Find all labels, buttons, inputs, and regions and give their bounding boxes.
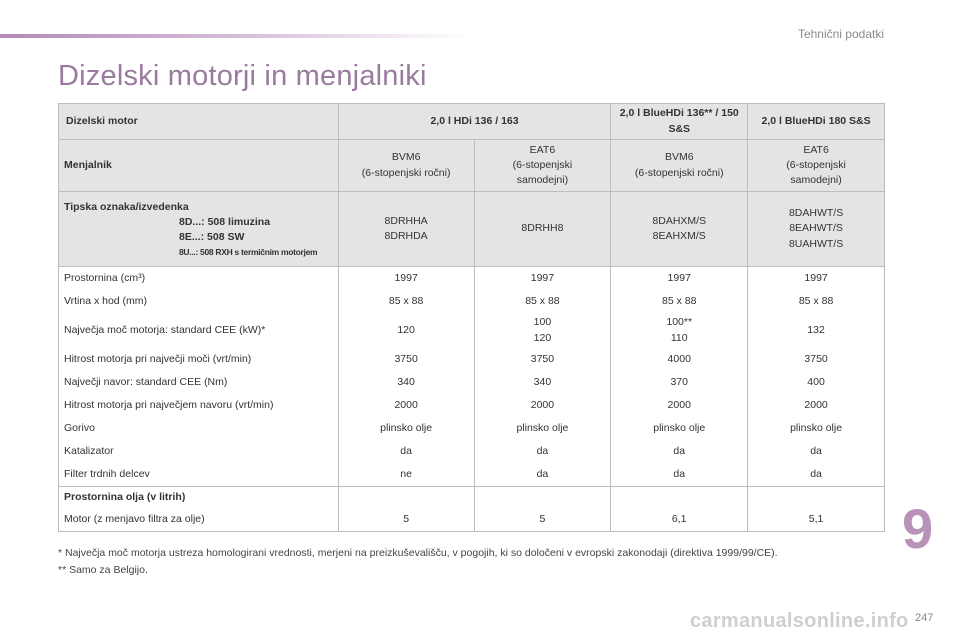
oil-row [59,509,885,532]
engine-bluehdi-136: 2,0 l BlueHDi 136** / 150 S&S [611,104,748,140]
table-row [59,394,885,417]
row-label: Prostornina (cm³) [59,267,339,291]
oil-value: 5,1 [748,509,885,532]
watermark: carmanualsonline.info [690,610,909,632]
table-cell: ne [338,463,474,487]
engine-bluehdi-180: 2,0 l BlueHDi 180 S&S [748,104,885,140]
table-cell: 340 [338,371,474,394]
table-cell: da [748,463,885,487]
row-label: Vrtina x hod (mm) [59,290,339,313]
gearbox-label: Menjalnik [59,140,339,192]
table-cell: 400 [748,371,885,394]
table-cell: 370 [611,371,748,394]
page-title: Dizelski motorji in menjalniki [58,60,427,92]
row-label: Filter trdnih delcev [59,463,339,487]
table-cell: 85 x 88 [748,290,885,313]
type-code-cell: 8DAHWT/S 8EAHWT/S 8UAHWT/S [748,192,885,267]
type-code-cell: 8DAHXM/S 8EAHXM/S [611,192,748,267]
table-cell: 2000 [748,394,885,417]
table-cell: 85 x 88 [611,290,748,313]
type-label: Tipska oznaka/izvedenka [64,201,189,214]
header-accent-bar [0,34,470,38]
table-cell: 2000 [474,394,611,417]
row-label: Gorivo [59,417,339,440]
oil-header-row [59,487,885,510]
oil-value: 6,1 [611,509,748,532]
table-cell: 2000 [611,394,748,417]
table-row [59,440,885,463]
gearbox-cell: EAT6 (6-stopenjski samodejni) [748,140,885,192]
table-cell: 4000 [611,348,748,371]
section-title: Tehnični podatki [797,27,884,41]
table-row [59,267,885,291]
table-row [59,371,885,394]
engine-hdi: 2,0 l HDi 136 / 163 [338,104,611,140]
row-label: Katalizator [59,440,339,463]
type-label-cell [59,192,339,267]
table-cell: plinsko olje [748,417,885,440]
footnote-2: ** Samo za Belgijo. [58,564,148,576]
table-cell: 340 [474,371,611,394]
type-code-cell: 8DRHH8 [474,192,611,267]
table-cell: plinsko olje [611,417,748,440]
oil-label: Prostornina olja (v litrih) [59,487,339,510]
page-number: 247 [915,612,934,624]
table-cell: da [338,440,474,463]
type-variant-sw: 8E...: 508 SW [179,231,245,244]
oil-value: 5 [474,509,611,532]
table-cell: 100** 110 [611,313,748,348]
type-variant-limousine: 8D...: 508 limuzina [179,216,271,229]
row-label: Hitrost motorja pri največji moči (vrt/min) [59,348,339,371]
table-cell: 1997 [611,267,748,291]
table-cell: plinsko olje [338,417,474,440]
table-cell: da [611,440,748,463]
table-cell: da [474,440,611,463]
oil-row-label: Motor (z menjavo filtra za olje) [59,509,339,532]
chapter-number: 9 [902,497,934,560]
engine-spec-table [58,103,885,532]
engine-label: Dizelski motor [59,104,339,140]
gearbox-row [59,140,885,192]
table-cell: plinsko olje [474,417,611,440]
type-row [59,192,885,267]
table-cell: 85 x 88 [474,290,611,313]
table-row [59,348,885,371]
table-cell: 3750 [748,348,885,371]
table-cell: da [748,440,885,463]
table-cell: 1997 [748,267,885,291]
table-cell: 1997 [338,267,474,291]
table-cell: 3750 [338,348,474,371]
row-label: Največji navor: standard CEE (Nm) [59,371,339,394]
table-cell: 3750 [474,348,611,371]
table-cell: 132 [748,313,885,348]
gearbox-cell: BVM6 (6-stopenjski ročni) [338,140,474,192]
footnotes [58,545,778,579]
table-cell: 100 120 [474,313,611,348]
engine-header-row [59,104,885,140]
table-row [59,290,885,313]
table-cell: 120 [338,313,474,348]
footnote-1: * Največja moč motorja ustreza homologirani vrednosti, merjeni na preizkuševališču, v pogojih, ki so določeni v evropski zakonodaji (direktiva 1999/99/CE). [58,547,778,559]
table-cell: 1997 [474,267,611,291]
gearbox-cell: EAT6 (6-stopenjski samodejni) [474,140,611,192]
gearbox-cell: BVM6 (6-stopenjski ročni) [611,140,748,192]
table-row [59,463,885,487]
table-cell: 85 x 88 [338,290,474,313]
table-cell: 2000 [338,394,474,417]
oil-value: 5 [338,509,474,532]
row-label: Največja moč motorja: standard CEE (kW)* [59,313,339,348]
type-code-cell: 8DRHHA 8DRHDA [338,192,474,267]
table-row [59,313,885,348]
row-label: Hitrost motorja pri največjem navoru (vrt/min) [59,394,339,417]
spec-rows [59,267,885,487]
table-cell: da [611,463,748,487]
table-row [59,417,885,440]
type-variant-rxh: 8U...: 508 RXH s termičnim motorjem [179,246,318,257]
table-cell: da [474,463,611,487]
